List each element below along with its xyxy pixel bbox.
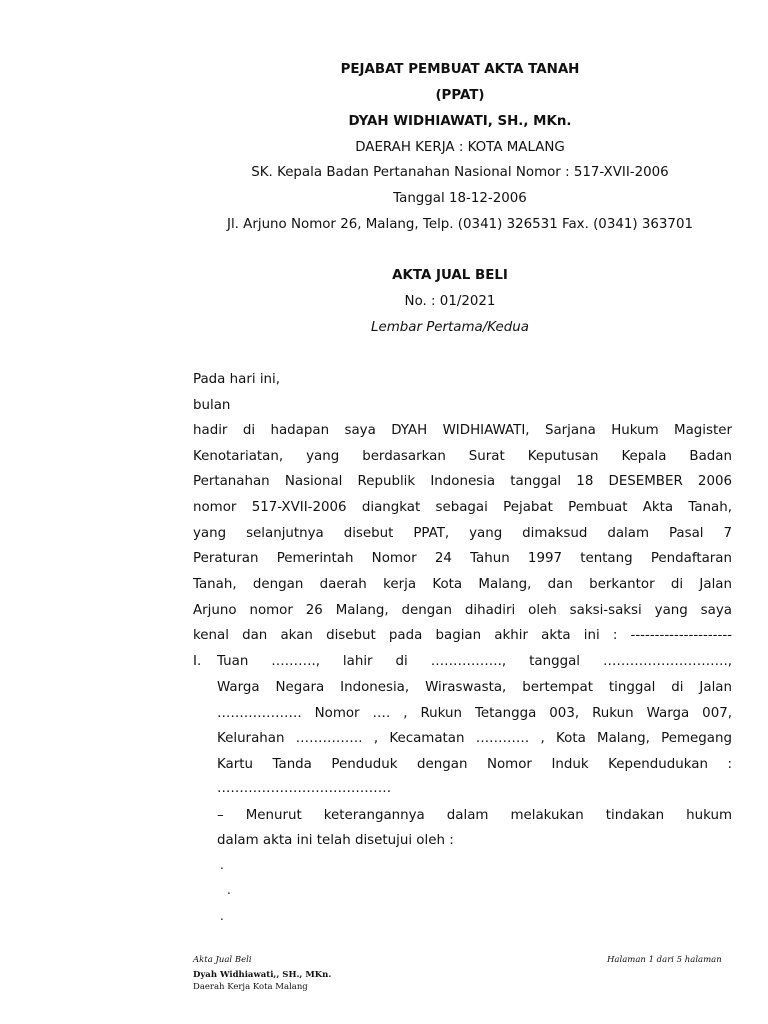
blank-dot: . [227, 883, 231, 897]
opening-month: bulan [193, 398, 231, 413]
party-line: Kartu Tanda Penduduk dengan Nomor Induk Kependudukan : [217, 757, 732, 772]
office-abbreviation: (PPAT) [435, 88, 485, 103]
consent-line: – Menurut keterangannya dalam melakukan tindakan hukum [217, 808, 732, 823]
blank-dot: . [220, 909, 224, 923]
footer-signer: Dyah Widhiawati,, SH., MKn. [193, 970, 332, 980]
party-line: Tuan ………., lahir di ……………., tanggal ………………………., [217, 654, 732, 669]
work-area: DAERAH KERJA : KOTA MALANG [355, 140, 565, 155]
paragraph-line: Tanah, dengan daerah kerja Kota Malang, dan berkantor di Jalan [193, 577, 732, 592]
party-line: Warga Negara Indonesia, Wiraswasta, bertempat tinggal di Jalan [217, 680, 732, 695]
deed-number: No. : 01/2021 [404, 294, 496, 309]
party-number: I. [193, 654, 202, 669]
party-line: ………………. Nomor …. , Rukun Tetangga 003, Rukun Warga 007, [217, 706, 732, 721]
consent-line: dalam akta ini telah disetujui oleh : [217, 833, 454, 848]
paragraph-line: yang selanjutnya disebut PPAT, yang dimaksud dalam Pasal 7 [193, 526, 732, 541]
paragraph-line: Kenotariatan, yang berdasarkan Surat Keputusan Kepala Badan [193, 449, 732, 464]
paragraph-line: kenal dan akan disebut pada bagian akhir akta ini : --------------------- [193, 628, 732, 643]
paragraph-line: Peraturan Pemerintah Nomor 24 Tahun 1997 tentang Pendaftaran [193, 551, 732, 566]
paragraph-line: hadir di hadapan saya DYAH WIDHIAWATI, Sarjana Hukum Magister [193, 423, 732, 438]
footer-page-count: Halaman 1 dari 5 halaman [607, 955, 722, 965]
sheet-label: Lembar Pertama/Kedua [371, 320, 529, 335]
decree-date: Tanggal 18-12-2006 [393, 191, 527, 206]
official-name: DYAH WIDHIAWATI, SH., MKn. [348, 114, 572, 129]
footer-deed-title: Akta Jual Beli [193, 955, 252, 965]
footer-work-area: Daerah Kerja Kota Malang [193, 982, 308, 992]
paragraph-line: nomor 517-XVII-2006 diangkat sebagai Pejabat Pembuat Akta Tanah, [193, 500, 732, 515]
party-line: ………………………………… [217, 781, 392, 796]
office-title: PEJABAT PEMBUAT AKTA TANAH [340, 62, 580, 77]
paragraph-line: Pertanahan Nasional Republik Indonesia tanggal 18 DESEMBER 2006 [193, 474, 732, 489]
office-address: Jl. Arjuno Nomor 26, Malang, Telp. (0341) 326531 Fax. (0341) 363701 [227, 217, 693, 232]
paragraph-line: Arjuno nomor 26 Malang, dengan dihadiri oleh saksi-saksi yang saya [193, 603, 732, 618]
decree-number: SK. Kepala Badan Pertanahan Nasional Nomor : 517-XVII-2006 [251, 165, 669, 180]
party-line: Kelurahan …………… , Kecamatan ………… , Kota Malang, Pemegang [217, 731, 732, 746]
opening-day: Pada hari ini, [193, 372, 280, 387]
blank-dot: . [220, 858, 224, 872]
deed-title: AKTA JUAL BELI [392, 268, 508, 283]
